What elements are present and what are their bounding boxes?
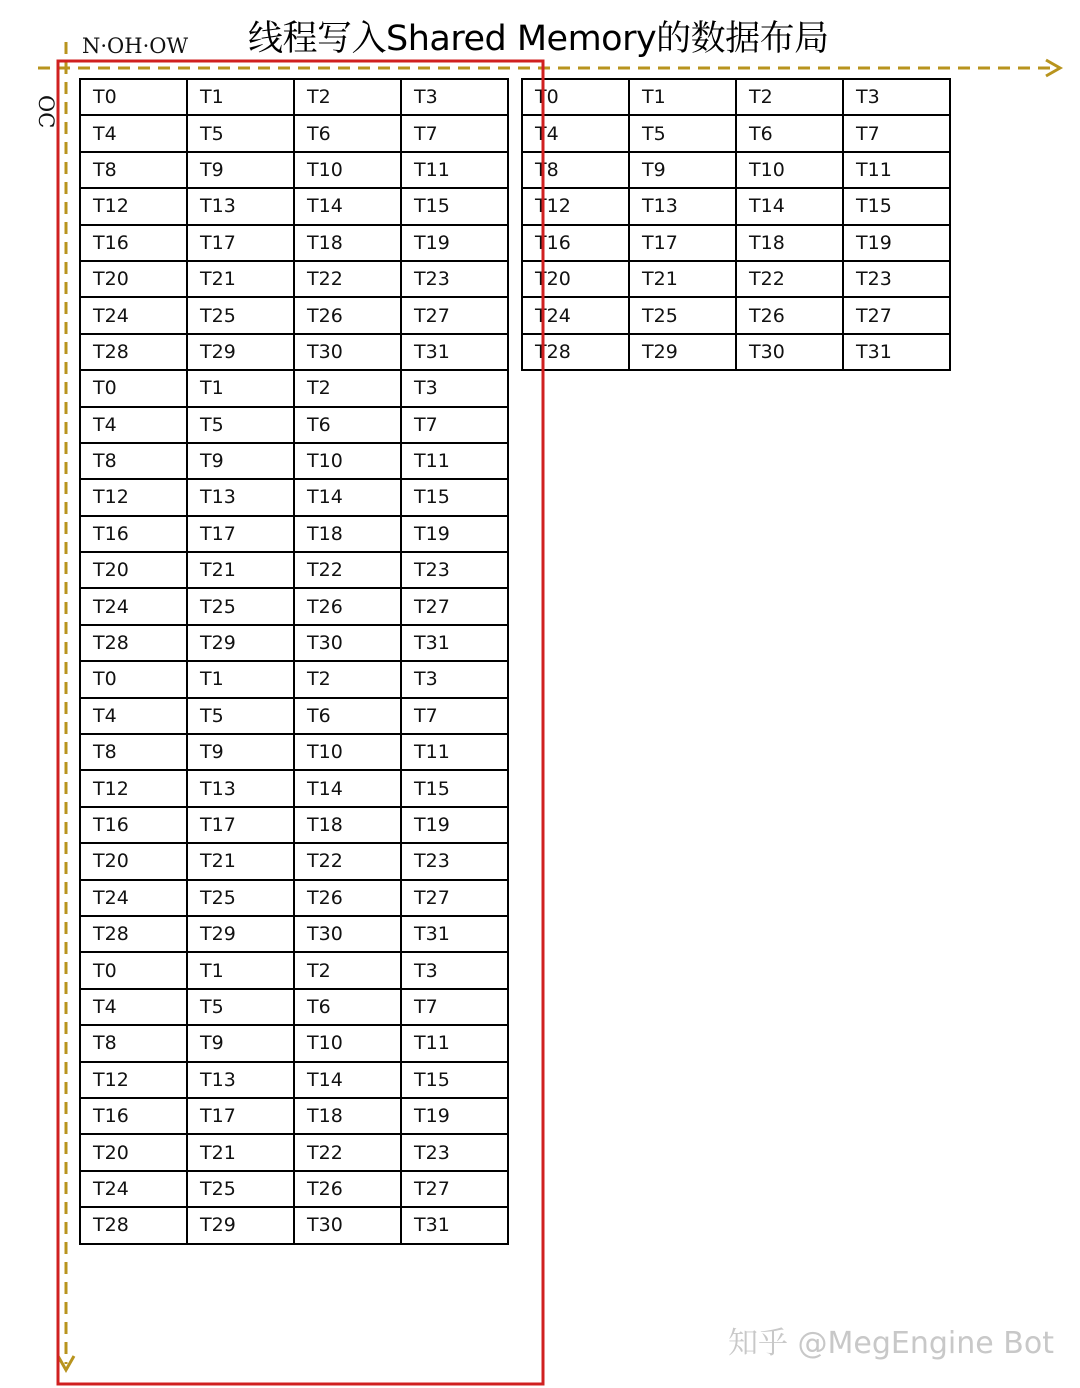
- thread-cell: T23: [401, 261, 508, 297]
- thread-cell: T6: [736, 115, 843, 151]
- thread-cell: T15: [401, 770, 508, 806]
- thread-cell: T15: [843, 188, 950, 224]
- thread-cell: T11: [401, 1025, 508, 1061]
- thread-cell: T7: [401, 698, 508, 734]
- thread-cell: T11: [401, 734, 508, 770]
- thread-cell: T27: [401, 880, 508, 916]
- thread-cell: T1: [187, 370, 294, 406]
- thread-cell: T4: [80, 407, 187, 443]
- thread-cell: T4: [80, 989, 187, 1025]
- thread-cell: T10: [294, 1025, 401, 1061]
- thread-cell: T28: [80, 625, 187, 661]
- thread-cell: T6: [294, 115, 401, 151]
- thread-cell: T31: [401, 334, 508, 370]
- thread-cell: T28: [80, 1207, 187, 1243]
- thread-cell: T9: [187, 152, 294, 188]
- thread-cell: T11: [401, 443, 508, 479]
- thread-cell: T30: [294, 916, 401, 952]
- thread-cell: T23: [401, 843, 508, 879]
- thread-cell: T28: [522, 334, 629, 370]
- thread-cell: T4: [80, 115, 187, 151]
- thread-cell: T19: [401, 807, 508, 843]
- thread-cell: T19: [401, 516, 508, 552]
- thread-cell: T23: [401, 552, 508, 588]
- thread-cell: T18: [294, 225, 401, 261]
- thread-cell: T9: [187, 1025, 294, 1061]
- thread-cell: T3: [401, 661, 508, 697]
- thread-cell: T20: [80, 843, 187, 879]
- thread-cell: T14: [294, 1062, 401, 1098]
- thread-cell: T9: [187, 443, 294, 479]
- y-axis-label: OC: [34, 95, 58, 129]
- thread-cell: T12: [80, 1062, 187, 1098]
- thread-cell: T0: [522, 79, 629, 115]
- thread-cell: T3: [401, 370, 508, 406]
- thread-cell: T8: [80, 152, 187, 188]
- thread-cell: T6: [294, 698, 401, 734]
- thread-cell: T31: [401, 1207, 508, 1243]
- thread-cell: T28: [80, 334, 187, 370]
- thread-cell: T28: [80, 916, 187, 952]
- thread-cell: T26: [294, 588, 401, 624]
- thread-cell: T5: [187, 115, 294, 151]
- thread-cell: T17: [187, 516, 294, 552]
- thread-cell: T20: [80, 261, 187, 297]
- thread-cell: T1: [187, 952, 294, 988]
- thread-cell: T2: [294, 952, 401, 988]
- thread-cell: T25: [187, 297, 294, 333]
- thread-cell: T16: [80, 1098, 187, 1134]
- thread-cell: T19: [843, 225, 950, 261]
- highlight-box: [58, 61, 543, 1384]
- thread-cell: T31: [401, 625, 508, 661]
- thread-cell: T14: [294, 770, 401, 806]
- thread-cell: T26: [294, 297, 401, 333]
- thread-cell: T31: [401, 916, 508, 952]
- thread-cell: T1: [187, 79, 294, 115]
- thread-cell: T29: [187, 1207, 294, 1243]
- thread-cell: T8: [80, 1025, 187, 1061]
- thread-cell: T17: [629, 225, 736, 261]
- thread-cell: T21: [187, 1134, 294, 1170]
- thread-cell: T25: [187, 880, 294, 916]
- thread-cell: T5: [187, 989, 294, 1025]
- thread-cell: T18: [294, 516, 401, 552]
- thread-cell: T24: [80, 588, 187, 624]
- thread-cell: T10: [736, 152, 843, 188]
- thread-cell: T7: [401, 115, 508, 151]
- thread-cell: T13: [629, 188, 736, 224]
- thread-cell: T16: [80, 516, 187, 552]
- thread-cell: T23: [401, 1134, 508, 1170]
- thread-cell: T2: [736, 79, 843, 115]
- thread-cell: T21: [187, 552, 294, 588]
- thread-cell: T29: [187, 916, 294, 952]
- thread-cell: T18: [294, 1098, 401, 1134]
- thread-cell: T7: [401, 989, 508, 1025]
- thread-cell: T2: [294, 661, 401, 697]
- thread-cell: T4: [522, 115, 629, 151]
- thread-cell: T12: [80, 770, 187, 806]
- thread-cell: T10: [294, 443, 401, 479]
- thread-cell: T1: [629, 79, 736, 115]
- thread-cell: T30: [294, 625, 401, 661]
- thread-cell: T27: [401, 297, 508, 333]
- thread-cell: T1: [187, 661, 294, 697]
- thread-cell: T19: [401, 225, 508, 261]
- thread-cell: T13: [187, 188, 294, 224]
- watermark: 知乎 @MegEngine Bot: [728, 1326, 1054, 1361]
- thread-cell: T27: [843, 297, 950, 333]
- thread-cell: T22: [736, 261, 843, 297]
- thread-cell: T22: [294, 261, 401, 297]
- thread-cell: T11: [401, 152, 508, 188]
- thread-cell: T31: [843, 334, 950, 370]
- thread-cell: T24: [80, 297, 187, 333]
- thread-cell: T22: [294, 843, 401, 879]
- thread-cell: T7: [401, 407, 508, 443]
- thread-cell: T2: [294, 370, 401, 406]
- thread-cell: T19: [401, 1098, 508, 1134]
- thread-cell: T7: [843, 115, 950, 151]
- thread-cell: T30: [294, 334, 401, 370]
- thread-cell: T13: [187, 770, 294, 806]
- thread-cell: T24: [80, 1171, 187, 1207]
- thread-cell: T14: [736, 188, 843, 224]
- thread-cell: T8: [80, 734, 187, 770]
- thread-cell: T12: [80, 188, 187, 224]
- thread-cell: T15: [401, 188, 508, 224]
- thread-cell: T16: [80, 225, 187, 261]
- thread-cell: T6: [294, 407, 401, 443]
- thread-cell: T13: [187, 479, 294, 515]
- thread-cell: T18: [294, 807, 401, 843]
- thread-cell: T12: [522, 188, 629, 224]
- thread-cell: T26: [294, 880, 401, 916]
- thread-cell: T2: [294, 79, 401, 115]
- thread-cell: T29: [187, 625, 294, 661]
- thread-cell: T13: [187, 1062, 294, 1098]
- thread-cell: T27: [401, 1171, 508, 1207]
- thread-cell: T20: [80, 1134, 187, 1170]
- thread-cell: T17: [187, 225, 294, 261]
- thread-cell: T24: [80, 880, 187, 916]
- thread-cell: T29: [629, 334, 736, 370]
- thread-cell: T25: [187, 1171, 294, 1207]
- thread-cell: T10: [294, 152, 401, 188]
- thread-cell: T30: [736, 334, 843, 370]
- thread-cell: T0: [80, 661, 187, 697]
- thread-cell: T3: [401, 79, 508, 115]
- thread-cell: T0: [80, 79, 187, 115]
- thread-cell: T16: [522, 225, 629, 261]
- thread-cell: T16: [80, 807, 187, 843]
- thread-cell: T15: [401, 479, 508, 515]
- thread-cell: T24: [522, 297, 629, 333]
- thread-cell: T21: [187, 261, 294, 297]
- thread-cell: T18: [736, 225, 843, 261]
- thread-cell: T8: [80, 443, 187, 479]
- thread-cell: T9: [187, 734, 294, 770]
- thread-cell: T26: [736, 297, 843, 333]
- thread-cell: T11: [843, 152, 950, 188]
- thread-cell: T5: [629, 115, 736, 151]
- x-axis-label: N·OH·OW: [82, 34, 189, 58]
- thread-cell: T3: [401, 952, 508, 988]
- thread-cell: T9: [629, 152, 736, 188]
- diagram-title: 线程写入Shared Memory的数据布局: [248, 19, 829, 59]
- thread-cell: T25: [187, 588, 294, 624]
- thread-cell: T23: [843, 261, 950, 297]
- thread-cell: T0: [80, 952, 187, 988]
- thread-cell: T10: [294, 734, 401, 770]
- thread-cell: T26: [294, 1171, 401, 1207]
- thread-cell: T5: [187, 407, 294, 443]
- thread-cell: T15: [401, 1062, 508, 1098]
- thread-cell: T6: [294, 989, 401, 1025]
- thread-cell: T30: [294, 1207, 401, 1243]
- thread-cell: T27: [401, 588, 508, 624]
- thread-cell: T12: [80, 479, 187, 515]
- thread-cell: T4: [80, 698, 187, 734]
- thread-cell: T14: [294, 479, 401, 515]
- thread-cell: T20: [522, 261, 629, 297]
- thread-cell: T25: [629, 297, 736, 333]
- thread-cell: T21: [629, 261, 736, 297]
- thread-cell: T8: [522, 152, 629, 188]
- thread-cell: T21: [187, 843, 294, 879]
- thread-cell: T22: [294, 552, 401, 588]
- thread-cell: T17: [187, 1098, 294, 1134]
- thread-cell: T22: [294, 1134, 401, 1170]
- thread-cell: T29: [187, 334, 294, 370]
- thread-cell: T20: [80, 552, 187, 588]
- thread-cell: T5: [187, 698, 294, 734]
- thread-cell: T14: [294, 188, 401, 224]
- thread-cell: T3: [843, 79, 950, 115]
- thread-cell: T17: [187, 807, 294, 843]
- thread-cell: T0: [80, 370, 187, 406]
